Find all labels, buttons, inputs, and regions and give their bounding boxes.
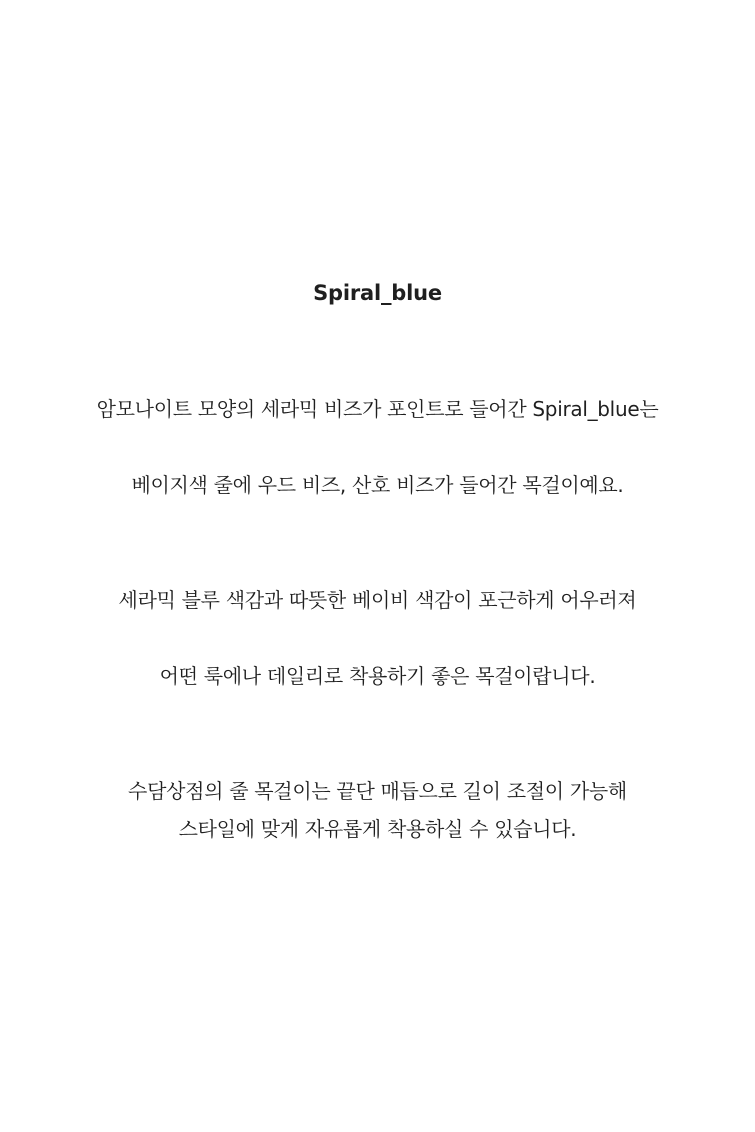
- paragraph-3-line-2: 스타일에 맞게 자유롭게 착용하실 수 있습니다.: [178, 817, 577, 841]
- product-title: Spiral_blue: [313, 281, 442, 305]
- paragraph-2-line-2: 어떤 룩에나 데일리로 착용하기 좋은 목걸이랍니다.: [159, 664, 596, 688]
- paragraph-3-line-1: 수담상점의 줄 목걸이는 끝단 매듭으로 길이 조절이 가능해: [128, 779, 627, 803]
- paragraph-2-line-1: 세라믹 블루 색감과 따뜻한 베이비 색감이 포근하게 어우러져: [118, 588, 637, 612]
- paragraph-1-line-1: 암모나이트 모양의 세라믹 비즈가 포인트로 들어간 Spiral_blue는: [96, 397, 659, 421]
- paragraph-1-line-2: 베이지색 줄에 우드 비즈, 산호 비즈가 들어간 목걸이예요.: [131, 473, 624, 497]
